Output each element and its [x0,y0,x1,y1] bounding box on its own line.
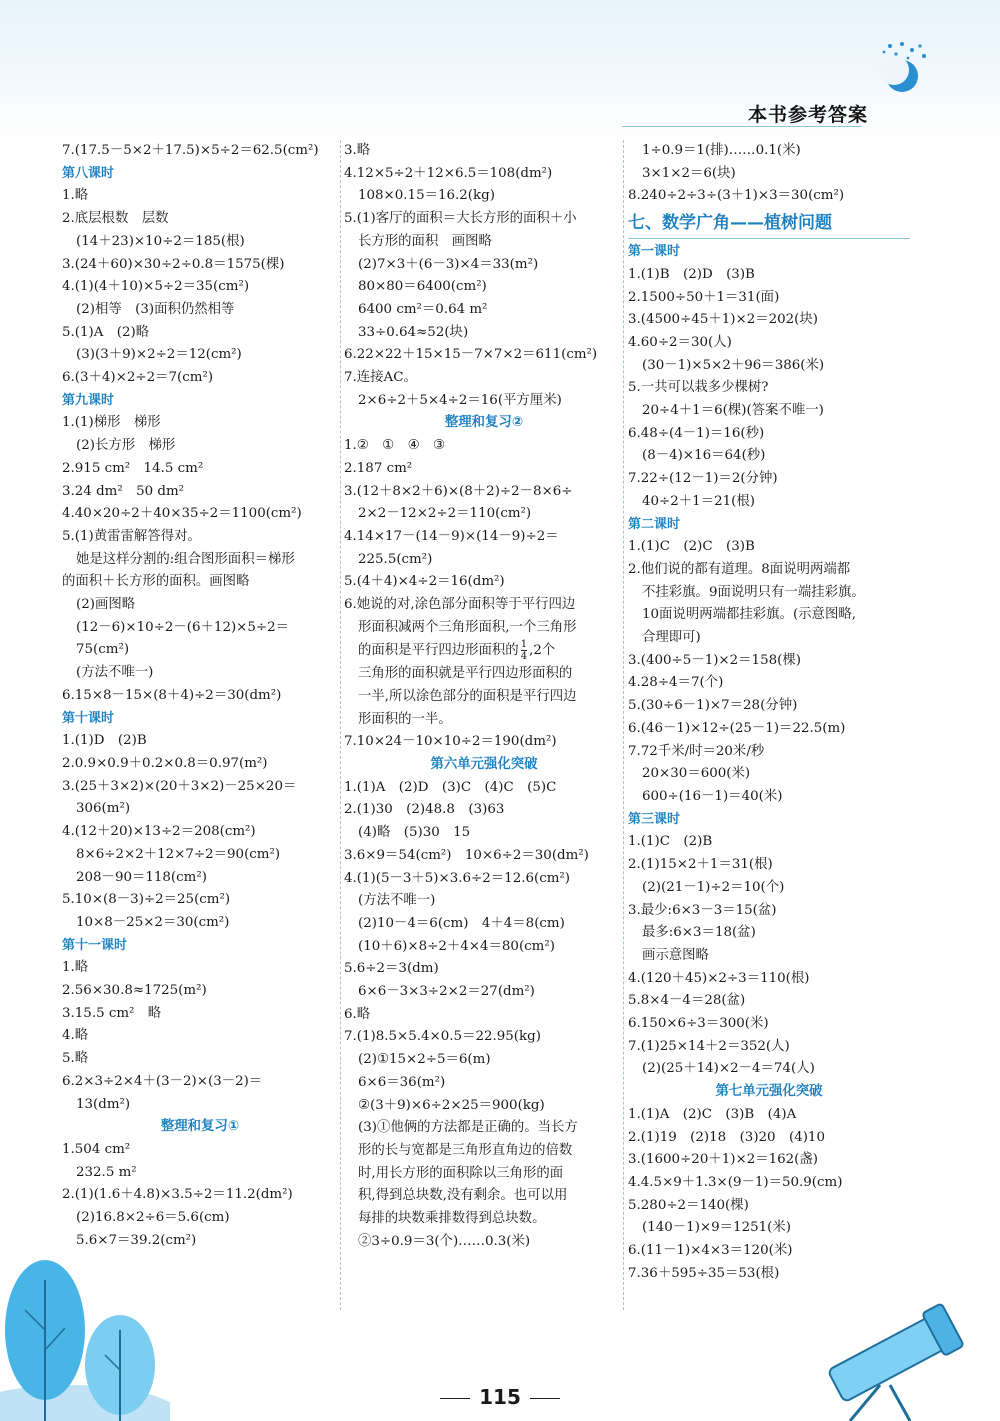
section-heading: 整理和复习① [160,1119,240,1135]
answer-item: 5.(30÷6－1)×7＝28(分钟) [628,698,798,714]
answer-item: 3.24 dm² 50 dm² [62,483,185,499]
answer-item: 1.(1)梯形 梯形 [62,415,161,431]
answer-line: 3×1×2＝6(块) [642,165,736,181]
answer-line: 10×8－25×2＝30(cm²) [76,914,230,930]
answer-item: 1.② ① ④ ③ [344,438,445,454]
answer-item: 6.2×3÷2×4＋(3－2)×(3－2)＝ [62,1073,263,1089]
answer-line: 33÷0.64≈52(块) [358,324,469,340]
answer-item: 4.28÷4＝7(个) [628,675,724,691]
answer-item: 6.(3＋4)×2÷2＝7(cm²) [62,370,214,386]
answer-line: (3)①他俩的方法都是正确的。当长方 [358,1120,578,1136]
answer-item: 5.(1)客厅的面积＝大长方形的面积＋小 [344,211,577,227]
answer-line: 20÷4＋1＝6(棵)(答案不唯一) [642,403,824,419]
page-number-dash [530,1398,560,1399]
answer-item: 1.(1)A (2)C (3)B (4)A [628,1106,797,1122]
answer-item: 3.(400÷5－1)×2＝158(棵) [628,652,801,668]
answer-item: 2.底层根数 层数 [62,211,169,227]
answer-item: 2.(1)30 (2)48.8 (3)63 [344,802,505,818]
answer-line: 积,得到总块数,没有剩余。也可以用 [358,1188,568,1204]
answer-line: 1÷0.9＝1(排)……0.1(米) [642,143,801,158]
answer-item: 4.60÷2＝30(人) [628,334,732,350]
answer-line: (4)略 (5)30 15 [358,825,471,841]
lesson-heading: 第八课时 [62,165,115,181]
answer-line: 画示意图略 [642,947,709,963]
answer-line: 232.5 m² [76,1164,137,1180]
answer-line: 2×2－12×2÷2＝110(cm²) [358,506,532,522]
answer-item: 5.(1)黄雷雷解答得对。 [62,528,201,544]
answer-item: 3.(12＋8×2＋6)×(8＋2)÷2－8×6÷ [344,483,573,499]
answer-item: 1.(1)C (2)C (3)B [628,539,755,555]
answer-line: 三角形的面积就是平行四边形面积的 [358,666,573,682]
answer-line: (方法不唯一) [76,665,154,681]
answer-line: 每排的块数乘排数得到总块数。 [358,1211,546,1227]
answer-line: 合理即可) [642,630,701,646]
answer-item: 7.连接AC。 [344,370,417,386]
answer-line: 13(dm²) [76,1096,131,1112]
answer-line: (方法不唯一) [358,893,436,909]
answer-item: 4.(1)(4＋10)×5÷2＝35(cm²) [62,279,250,295]
answer-item: 2.(1)19 (2)18 (3)20 (4)10 [628,1129,825,1145]
answer-item: 5.(1)A (2)略 [62,324,150,340]
answer-item: 4.40×20÷2＋40×35÷2＝1100(cm²) [62,506,302,522]
answer-item: 2.(1)(1.6＋4.8)×3.5÷2＝11.2(dm²) [62,1187,293,1203]
answer-line: (2)16.8×2÷6＝5.6(cm) [76,1210,230,1226]
answer-line: 形面积减两个三角形面积,一个三角形 [358,619,577,635]
answer-item: 5.略 [62,1051,89,1067]
answer-item: 3.6×9＝54(cm²) 10×6÷2＝30(dm²) [344,847,589,863]
answer-item: 6.22×22＋15×15－7×7×2＝611(cm²) [344,347,598,363]
answer-line: (2)10－4＝6(cm) 4＋4＝8(cm) [358,915,565,931]
answer-item: 7.22÷(12－1)＝2(分钟) [628,471,778,487]
answer-line: 2×6÷2＋5×4÷2＝16(平方厘米) [358,392,562,408]
answer-item: 7.72千米/时＝20米/秒 [628,743,765,759]
header-title: 本书参考答案 [748,104,869,126]
answer-item: 4.(1)(5－3＋5)×3.6÷2＝12.6(cm²) [344,870,571,886]
answer-item: 2.他们说的都有道理。8面说明两端都 [628,561,851,577]
telescope-illustration [790,1300,990,1421]
answer-item: 5.10×(8－3)÷2＝25(cm²) [62,892,231,908]
answer-line: 6×6＝36(m²) [358,1074,446,1090]
answer-line: (3)(3＋9)×2÷2＝12(cm²) [76,347,242,363]
answer-item: 5.280÷2＝140(棵) [628,1197,749,1213]
answer-item: 3.(1600÷20＋1)×2＝162(盏) [628,1152,818,1168]
unit-7-title: 七、数学广角——植树问题 [628,208,910,239]
page-number: 115 [479,1385,521,1409]
answer-line: ②(3＋9)×6÷2×25＝900(kg) [358,1097,545,1113]
answer-item: 3.(25＋3×2)×(20＋3×2)－25×20＝ [62,778,297,794]
lesson-heading: 第二课时 [628,516,681,532]
answer-line: 时,用长方形的面积除以三角形的面 [358,1165,564,1181]
answer-item: 6.(11－1)×4×3＝120(米) [628,1243,793,1259]
answer-line: 8×6÷2×2＋12×7÷2＝90(cm²) [76,846,281,862]
answer-item: 3.(24＋60)×30÷2÷0.8＝1575(棵) [62,256,285,272]
column-divider [340,140,341,1310]
answer-column-1 [62,140,338,1252]
answer-column-3 [628,140,910,1285]
answer-item: 4.4.5×9＋1.3×(9－1)＝50.9(cm) [628,1174,843,1190]
lesson-heading: 第十一课时 [62,937,128,953]
answer-item: 6.15×8－15×(8＋4)÷2＝30(dm²) [62,687,282,703]
answer-line: (2)①15×2÷5＝6(m) [358,1052,491,1068]
answer-item: 4.略 [62,1028,89,1044]
answer-item: 5.6÷2＝3(dm) [344,961,439,977]
answer-line: 40÷2＋1＝21(根) [642,493,755,509]
answer-group-unit-7 [628,241,910,1285]
answer-item: 2.0.9×0.9＋0.2×0.8＝0.97(m²) [62,755,268,771]
answer-line: (140－1)×9＝1251(米) [642,1220,791,1236]
answer-line: 形的长与宽都是三角形直角边的倍数 [358,1142,573,1158]
tree-illustration [0,1240,170,1421]
answer-line: 长方形的面积 画图略 [358,233,492,249]
answer-group-continued [628,140,910,208]
answer-item: 1.(1)B (2)D (3)B [628,266,755,282]
answer-line: 75(cm²) [76,642,130,658]
answer-item: 1.略 [62,960,89,976]
answer-item: 7.(1)8.5×5.4×0.5＝22.95(kg) [344,1029,541,1045]
answer-item: 3.最少:6×3－3＝15(盆) [628,902,777,918]
answer-line: 208－90＝118(cm²) [76,869,207,885]
fraction-prefix: 的面积是平行四边形面积的 [358,643,519,659]
fraction-numerator: 1 [520,639,528,651]
answer-line: (10＋6)×8÷2＋4×4＝80(cm²) [358,938,555,954]
answer-item: 2.915 cm² 14.5 cm² [62,460,204,476]
answer-item: 2.1500÷50＋1＝31(面) [628,289,780,305]
answer-line: 一半,所以涂色部分的面积是平行四边 [358,688,577,704]
answer-line: 20×30＝600(米) [642,766,751,782]
answer-item: 8.240÷2÷3÷(3＋1)×3＝30(cm²) [628,188,845,204]
answer-item: 4.(12＋20)×13÷2＝208(cm²) [62,824,256,840]
answer-item: 7.10×24－10×10÷2＝190(dm²) [344,734,557,750]
answer-item: 4.12×5÷2＋12×6.5＝108(dm²) [344,165,553,181]
answer-line: 的面积＋长方形的面积。画图略 [62,574,250,590]
fraction-suffix: ,2个 [529,643,556,659]
answer-item: 5.8×4－4＝28(盆) [628,993,746,1009]
answer-line: ②3÷0.9＝3(个)……0.3(米) [358,1233,531,1249]
fraction-denominator: 4 [520,651,528,663]
answer-line: (8－4)×16＝64(秒) [642,448,766,464]
lesson-heading: 第三课时 [628,811,681,827]
answer-line-fraction [344,639,624,663]
answer-line: 最多:6×3＝18(盆) [642,925,756,941]
answer-column-2 [344,140,624,1253]
answer-line: (2)(21－1)÷2＝10(个) [642,879,785,895]
answer-line: (30－1)×5×2＋96＝386(米) [642,357,825,373]
answer-line: 5.6×7＝39.2(cm²) [76,1232,197,1248]
lesson-heading: 第十课时 [62,710,115,726]
answer-line: 80×80＝6400(cm²) [358,279,487,295]
answer-item: 1.(1)A (2)D (3)C (4)C (5)C [344,779,557,795]
answer-item: 2.(1)15×2＋1＝31(根) [628,857,773,873]
answer-item: 7.36＋595÷35＝53(根) [628,1265,780,1281]
answer-item: 6.略 [344,1006,371,1022]
header-rule [622,126,862,127]
answer-line: (12－6)×10÷2－(6＋12)×5÷2＝ [76,619,290,635]
answer-item: 7.(17.5－5×2＋17.5)×5÷2＝62.5(cm²) [62,143,319,158]
answer-line: (2)长方形 梯形 [76,438,176,454]
answer-line: (2)相等 (3)面积仍然相等 [76,301,235,317]
answer-line: 她是这样分割的:组合图形面积＝梯形 [76,551,295,567]
answer-item: 2.187 cm² [344,460,413,476]
answer-item: 6.48÷(4－1)＝16(秒) [628,425,765,441]
answer-line: (2)(25＋14)×2－4＝74(人) [642,1061,815,1077]
answer-line: (14＋23)×10÷2＝185(根) [76,233,245,249]
fraction [521,639,527,662]
answer-item: 5.(4＋4)×4÷2＝16(dm²) [344,574,505,590]
answer-item: 6.150×6÷3＝300(米) [628,1016,769,1032]
answer-line: 形面积的一半。 [358,711,452,727]
answer-line: 不挂彩旗。9面说明只有一端挂彩旗。 [642,584,865,600]
section-heading: 整理和复习② [444,415,524,431]
answer-line: 225.5(cm²) [358,551,433,567]
answer-item: 1.略 [62,188,89,204]
answer-line: 10面说明两端都挂彩旗。(示意图略, [642,607,856,623]
lesson-heading: 第九课时 [62,392,115,408]
answer-item: 6.(46－1)×12÷(25－1)＝22.5(m) [628,720,846,736]
answer-item: 4.(120＋45)×2÷3＝110(根) [628,970,810,986]
answer-item: 7.(1)25×14＋2＝352(人) [628,1038,790,1054]
answer-item: 3.(4500÷45＋1)×2＝202(块) [628,312,818,328]
answer-item: 1.(1)D (2)B [62,733,147,749]
answer-line: (2)画图略 [76,597,136,613]
answer-item: 4.14×17－(14－9)×(14－9)÷2＝ [344,528,559,544]
section-heading: 第六单元强化突破 [430,756,538,772]
answer-line: 108×0.15＝16.2(kg) [358,188,495,204]
answer-item: 3.略 [344,143,371,158]
answer-line: 600÷(16－1)＝40(米) [642,788,783,804]
answer-line: 6×6－3×3÷2×2＝27(dm²) [358,984,535,1000]
answer-line: 6400 cm²＝0.64 m² [358,301,488,317]
lesson-heading: 第一课时 [628,244,681,260]
answer-item: 1.(1)C (2)B [628,834,713,850]
answer-item: 5.一共可以栽多少棵树? [628,380,769,396]
answer-line: (2)7×3＋(6－3)×4＝33(m²) [358,256,539,272]
moon-stars-icon [872,40,932,100]
answer-item: 6.她说的对,涂色部分面积等于平行四边 [344,597,576,613]
answer-line: 306(m²) [76,801,131,817]
answer-item: 3.15.5 cm² 略 [62,1005,162,1021]
answer-item: 2.56×30.8≈1725(m²) [62,983,207,999]
section-heading: 第七单元强化突破 [715,1084,823,1100]
answer-item: 1.504 cm² [62,1141,131,1157]
